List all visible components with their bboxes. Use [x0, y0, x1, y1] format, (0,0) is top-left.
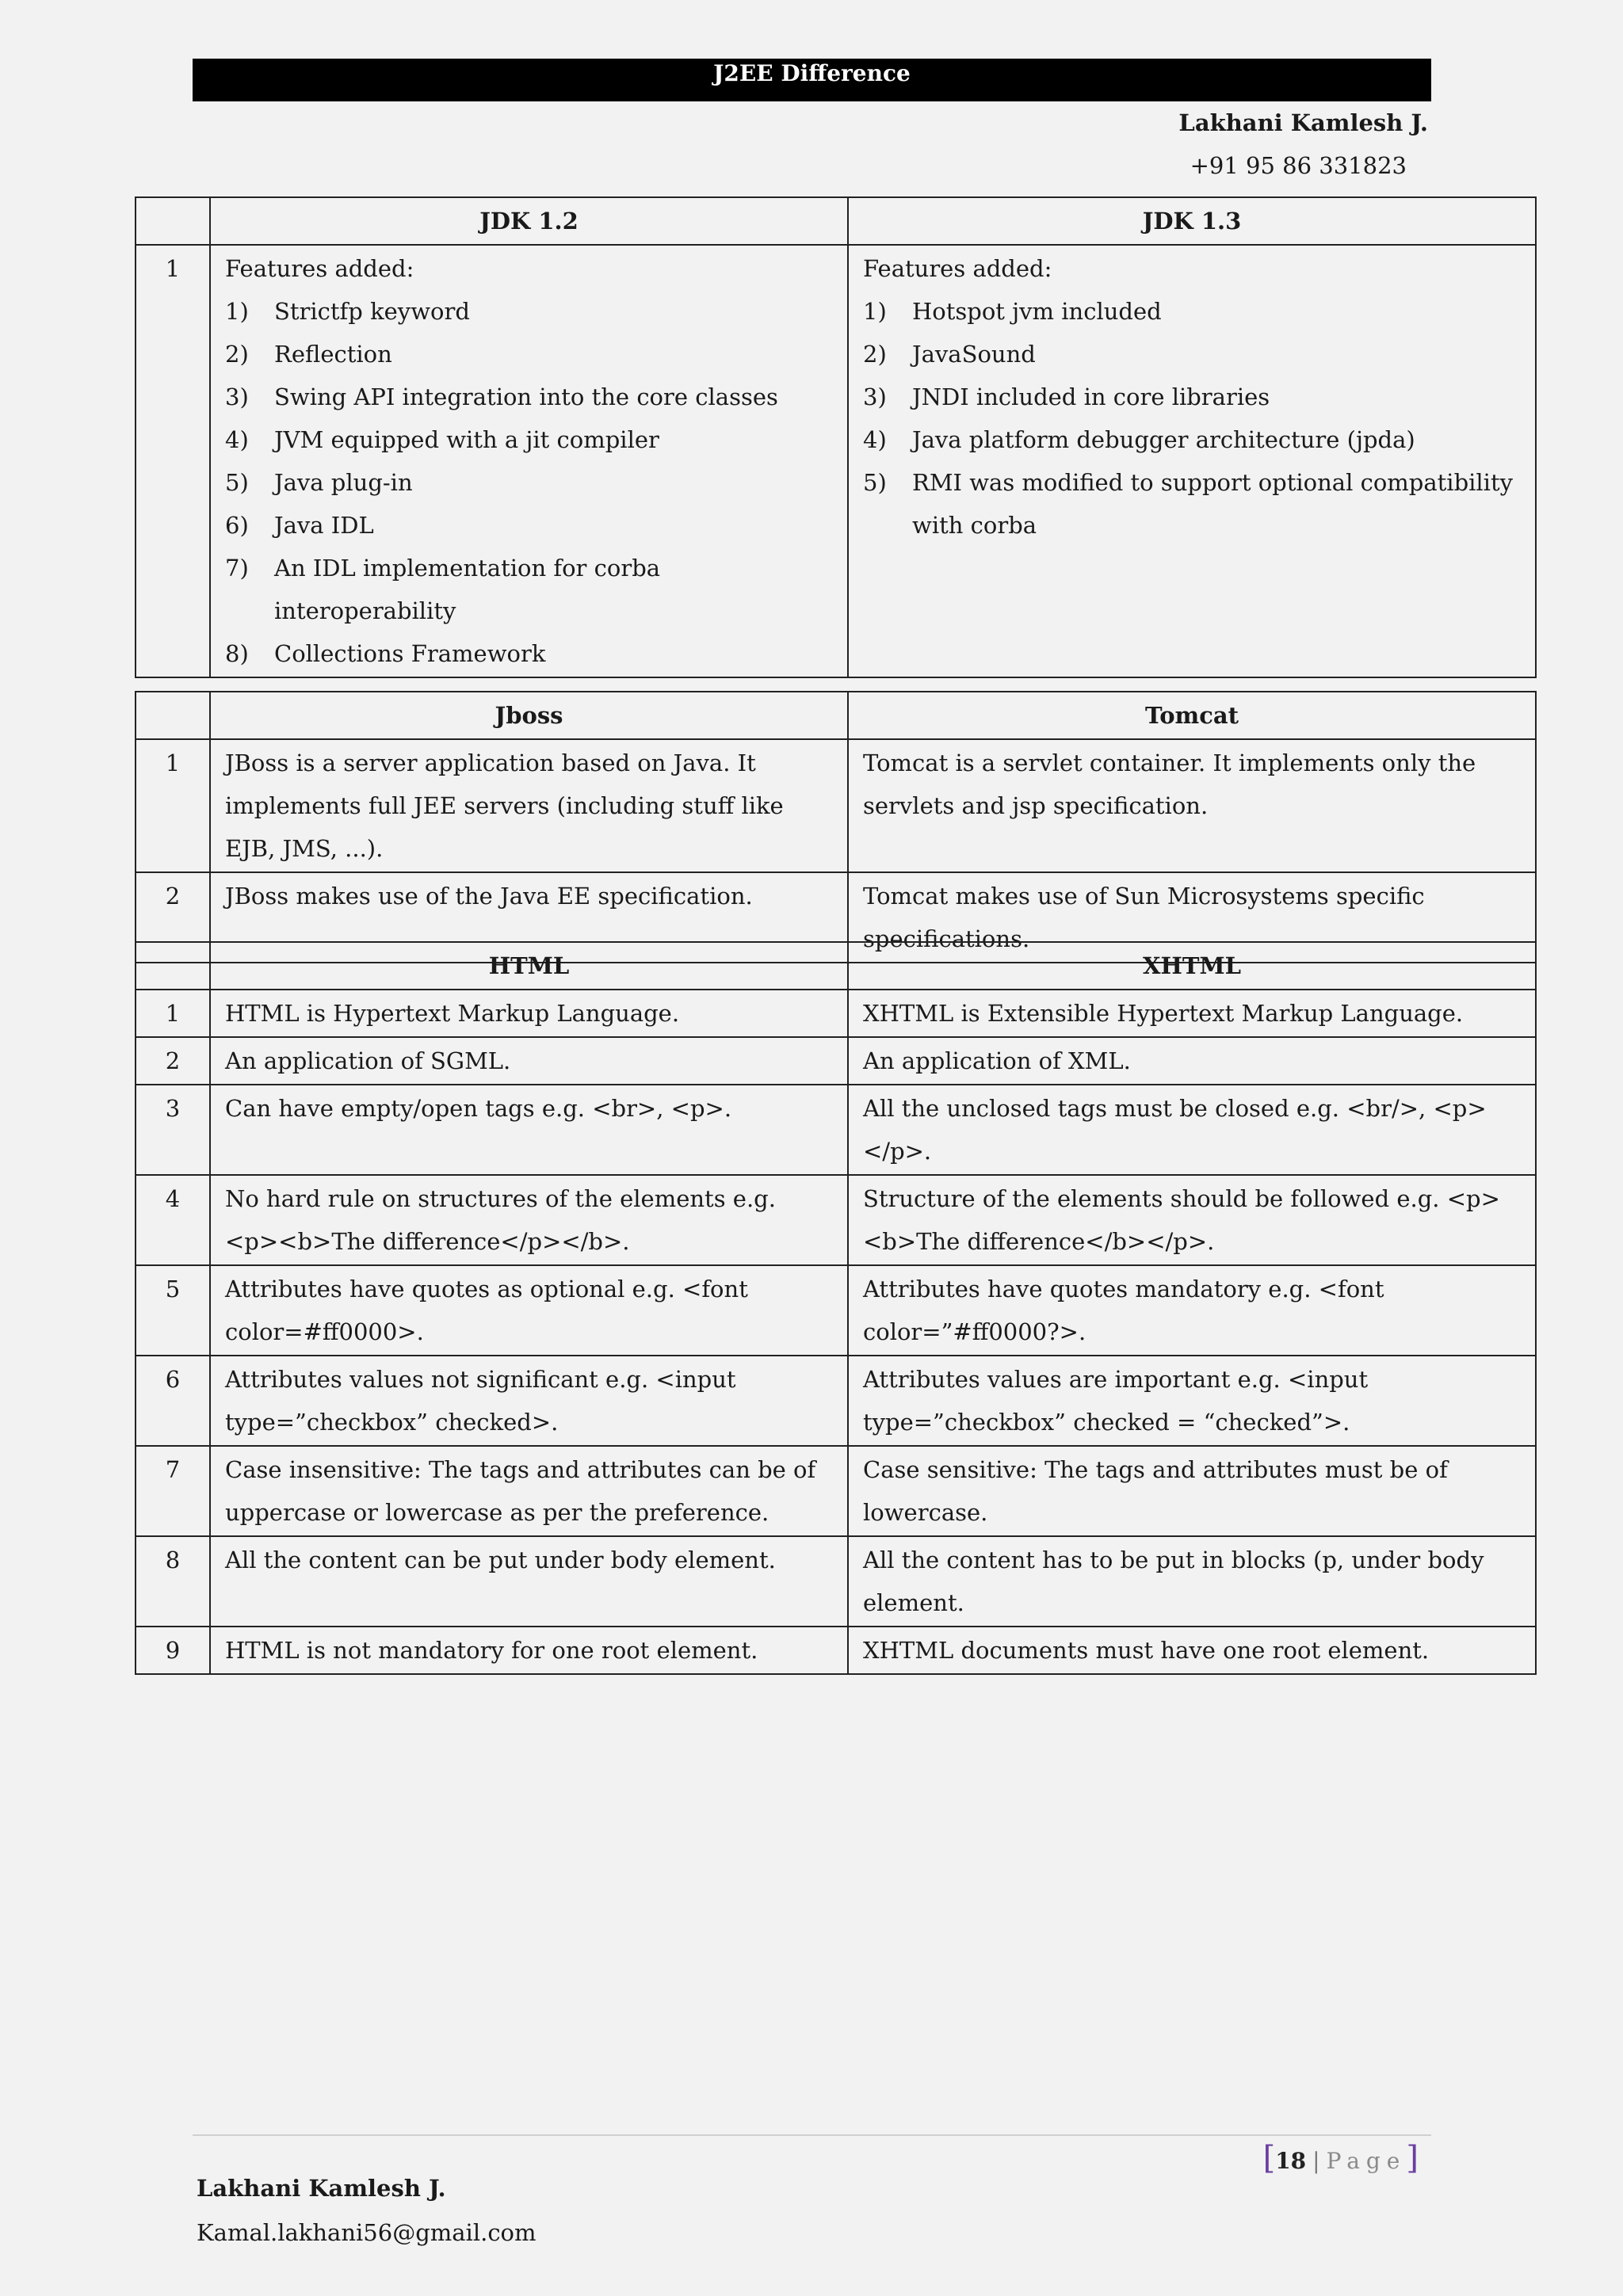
table-header-row: [136, 692, 1536, 739]
list-item-number: 7): [225, 555, 249, 582]
page-number: 18: [1275, 2148, 1307, 2174]
html-xhtml-table: [135, 941, 1537, 1675]
table-cell-b: All the unclosed tags must be closed e.g. <br/>, <p></p>.: [848, 1085, 1536, 1175]
list-item: [225, 504, 833, 547]
row-number: 6: [136, 1356, 210, 1446]
feature-list: [863, 290, 1521, 547]
list-item-text: Java IDL: [274, 512, 374, 539]
table-row: [136, 1175, 1536, 1265]
table-cell-a: [210, 245, 848, 677]
table-header-row: [136, 942, 1536, 990]
list-item: [225, 376, 833, 418]
header-phone: +91 95 86 331823: [1190, 152, 1407, 179]
table-cell-a: Case insensitive: The tags and attributes can be of uppercase or lowercase as per the preference.: [210, 1446, 848, 1536]
list-item: [225, 333, 833, 376]
table-row: [136, 1627, 1536, 1674]
table-cell-a: JBoss is a server application based on Java. It implements full JEE servers (including stuff like EJB, JMS, ...).: [210, 739, 848, 872]
table-header-empty: [136, 692, 210, 739]
list-item-text: JVM equipped with a jit compiler: [274, 426, 659, 453]
page-separator: |: [1312, 2148, 1320, 2174]
table-row: [136, 1356, 1536, 1446]
table-row: [136, 245, 1536, 677]
page-bracket-close: ]: [1406, 2140, 1419, 2176]
list-item: [863, 418, 1521, 461]
list-item-number: 1): [225, 298, 249, 325]
row-number: 1: [136, 990, 210, 1037]
list-item-text: RMI was modified to support optional compatibility with corba: [912, 469, 1513, 539]
list-item-number: 6): [225, 512, 249, 539]
list-item-number: 3): [863, 383, 887, 410]
table-cell-b: An application of XML.: [848, 1037, 1536, 1085]
table-header-col-b: Tomcat: [848, 692, 1536, 739]
list-item-number: 5): [225, 469, 249, 496]
table-cell-b: Tomcat is a servlet container. It implements only the servlets and jsp specification.: [848, 739, 1536, 872]
table-cell-a: An application of SGML.: [210, 1037, 848, 1085]
list-item-text: Collections Framework: [274, 640, 546, 667]
table-cell-b: Structure of the elements should be followed e.g. <p><b>The difference</b></p>.: [848, 1175, 1536, 1265]
footer-author-name: Lakhani Kamlesh J.: [197, 2175, 446, 2202]
list-item-number: 8): [225, 640, 249, 667]
table-row: [136, 1037, 1536, 1085]
list-item-text: Strictfp keyword: [274, 298, 470, 325]
table-cell-b: Attributes have quotes mandatory e.g. <font color=”#ff0000?>.: [848, 1265, 1536, 1356]
row-number: 9: [136, 1627, 210, 1674]
row-number: 5: [136, 1265, 210, 1356]
list-item: [225, 418, 833, 461]
row-number: 4: [136, 1175, 210, 1265]
table-header-col-b: JDK 1.3: [848, 197, 1536, 245]
row-number: 1: [136, 245, 210, 677]
list-item-text: An IDL implementation for corba interoperability: [274, 555, 661, 624]
table-cell-b: Attributes values are important e.g. <input type=”checkbox” checked = “checked”>.: [848, 1356, 1536, 1446]
page-label: Page: [1326, 2148, 1407, 2174]
table-cell-a: HTML is Hypertext Markup Language.: [210, 990, 848, 1037]
table-row: [136, 1085, 1536, 1175]
features-intro: Features added:: [225, 255, 414, 282]
jdk-comparison-table: [135, 196, 1537, 678]
list-item: [863, 333, 1521, 376]
list-item: [225, 461, 833, 504]
table-header-col-a: Jboss: [210, 692, 848, 739]
table-cell-a: All the content can be put under body element.: [210, 1536, 848, 1627]
table-cell-a: No hard rule on structures of the elements e.g. <p><b>The difference</p></b>.: [210, 1175, 848, 1265]
list-item-number: 2): [225, 341, 249, 368]
list-item-text: JavaSound: [912, 341, 1036, 368]
document-title: J2EE Difference: [193, 59, 1431, 101]
footer-email: Kamal.lakhani56@gmail.com: [197, 2219, 537, 2246]
table-header-col-b: XHTML: [848, 942, 1536, 990]
page-number-block: [1263, 2139, 1419, 2180]
table-row: [136, 1265, 1536, 1356]
table-cell-a: Attributes values not significant e.g. <input type=”checkbox” checked>.: [210, 1356, 848, 1446]
header-author-block: [1178, 101, 1428, 187]
row-number: 2: [136, 872, 210, 963]
list-item: [225, 547, 833, 632]
table-cell-a: HTML is not mandatory for one root element.: [210, 1627, 848, 1674]
table-row: [136, 990, 1536, 1037]
table-cell-a: Attributes have quotes as optional e.g. <font color=#ff0000>.: [210, 1265, 848, 1356]
table-header-empty: [136, 942, 210, 990]
list-item-text: Hotspot jvm included: [912, 298, 1162, 325]
list-item-number: 2): [863, 341, 887, 368]
table-cell-b: Case sensitive: The tags and attributes must be of lowercase.: [848, 1446, 1536, 1536]
list-item-number: 4): [863, 426, 887, 453]
table-cell-b: [848, 245, 1536, 677]
table-cell-b: XHTML documents must have one root element.: [848, 1627, 1536, 1674]
list-item: [863, 461, 1521, 547]
list-item: [225, 632, 833, 675]
footer-author-block: [197, 2166, 537, 2255]
jboss-tomcat-table: [135, 691, 1537, 963]
list-item: [863, 376, 1521, 418]
table-cell-a: JBoss makes use of the Java EE specification.: [210, 872, 848, 963]
row-number: 8: [136, 1536, 210, 1627]
page-bracket-open: [: [1262, 2140, 1276, 2176]
table-row: [136, 739, 1536, 872]
features-intro: Features added:: [863, 255, 1052, 282]
list-item-text: Java plug-in: [274, 469, 413, 496]
table-header-empty: [136, 197, 210, 245]
table-row: [136, 1446, 1536, 1536]
list-item-text: Swing API integration into the core classes: [274, 383, 778, 410]
list-item: [225, 290, 833, 333]
row-number: 3: [136, 1085, 210, 1175]
table-header-col-a: HTML: [210, 942, 848, 990]
footer-divider: [193, 2134, 1431, 2136]
row-number: 1: [136, 739, 210, 872]
list-item-text: Java platform debugger architecture (jpda): [912, 426, 1415, 453]
table-header-col-a: JDK 1.2: [210, 197, 848, 245]
header-author-name: Lakhani Kamlesh J.: [1178, 109, 1428, 136]
feature-list: [225, 290, 833, 675]
table-cell-a: Can have empty/open tags e.g. <br>, <p>.: [210, 1085, 848, 1175]
list-item-number: 3): [225, 383, 249, 410]
table-cell-b: XHTML is Extensible Hypertext Markup Language.: [848, 990, 1536, 1037]
list-item-number: 1): [863, 298, 887, 325]
table-row: [136, 1536, 1536, 1627]
list-item-number: 4): [225, 426, 249, 453]
table-cell-b: Tomcat makes use of Sun Microsystems specific specifications.: [848, 872, 1536, 963]
list-item-text: Reflection: [274, 341, 392, 368]
list-item: [863, 290, 1521, 333]
row-number: 7: [136, 1446, 210, 1536]
table-cell-b: All the content has to be put in blocks (p, under body element.: [848, 1536, 1536, 1627]
list-item-number: 5): [863, 469, 887, 496]
table-header-row: [136, 197, 1536, 245]
row-number: 2: [136, 1037, 210, 1085]
list-item-text: JNDI included in core libraries: [912, 383, 1270, 410]
